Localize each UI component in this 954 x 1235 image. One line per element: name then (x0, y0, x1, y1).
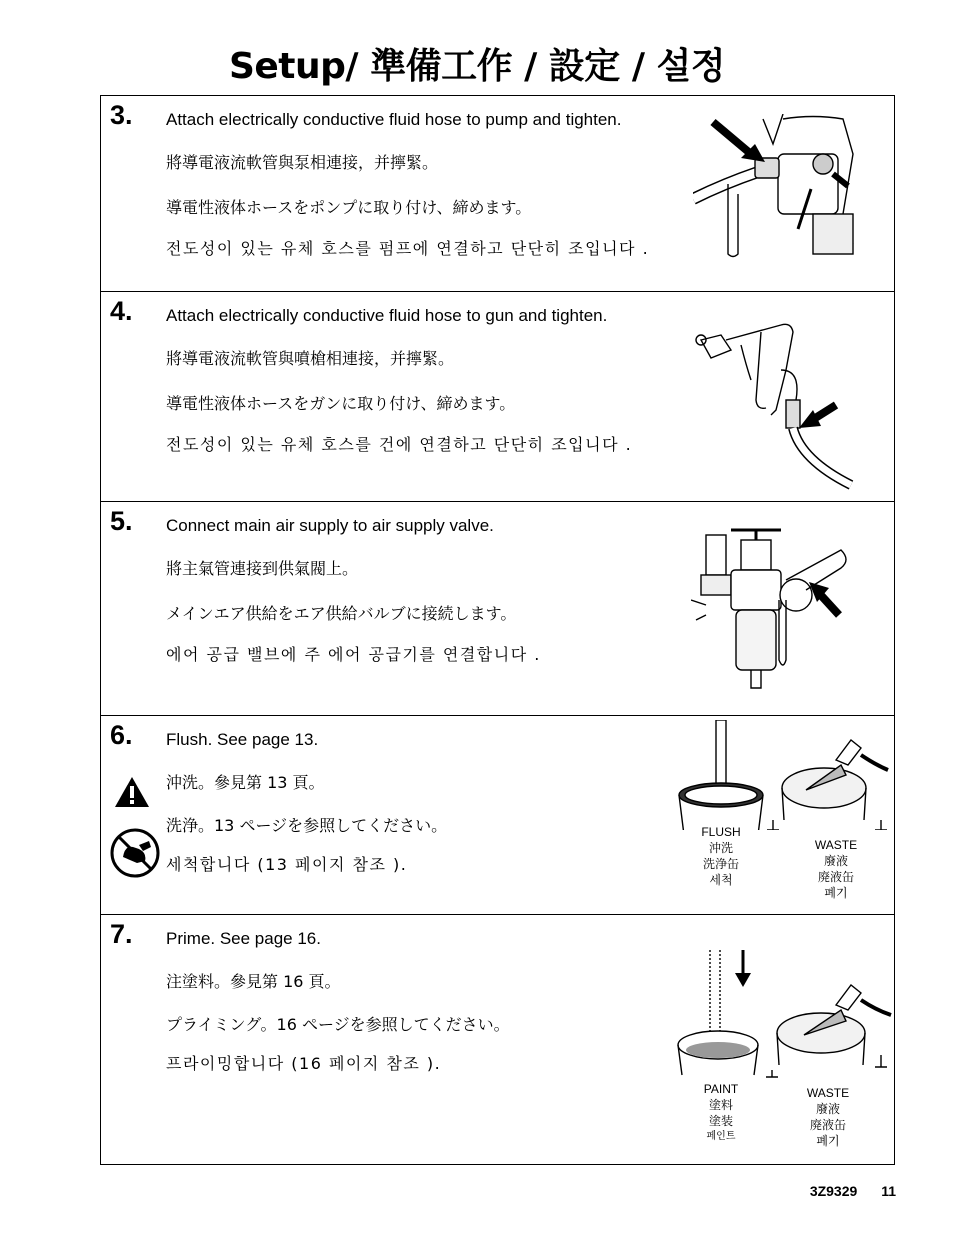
caption-zh: 沖洗 (708, 841, 733, 855)
waste-pail-caption (806, 837, 866, 901)
step-number: 3. (110, 100, 133, 130)
caption-ja: 廃液缶 (817, 870, 854, 884)
caption-ko: 페인트 (706, 1131, 736, 1142)
caption-ko: 세척 (709, 873, 733, 887)
waste-pail-caption (798, 1085, 858, 1149)
step-5-row (100, 501, 895, 716)
pump-hose-illustration (693, 114, 883, 274)
spray-gun-hose-illustration (691, 310, 866, 490)
warning-triangle-icon (114, 776, 150, 808)
paint-pail-caption (691, 1081, 751, 1145)
step-3-row (100, 95, 895, 292)
step-text-ja: メインエア供給をエア供給バルブに接続します。 (166, 604, 517, 623)
step-number: 6. (110, 720, 133, 750)
step-text-zh: 將導電液流軟管與泵相連接，并擰緊。 (166, 153, 439, 172)
caption-label: WASTE (806, 1086, 850, 1100)
caption-ko: 폐기 (816, 1134, 840, 1148)
step-text-en: Attach electrically conductive fluid hose to pump and tighten. (166, 110, 622, 129)
page-footer (790, 1183, 896, 1199)
step-text-zh: 沖洗。參見第 13 頁。 (166, 773, 325, 792)
step-text-ko: 전도성이 있는 유체 호스를 펌프에 연결하고 단단히 조입니다 . (166, 239, 650, 258)
step-text-ja: 導電性液体ホースをガンに取り付け、締めます。 (166, 394, 516, 413)
step-text-ko: 전도성이 있는 유체 호스를 건에 연결하고 단단히 조입니다 . (166, 435, 633, 454)
caption-zh: 廢液 (815, 1102, 840, 1116)
flush-and-waste-pails-illustration (676, 720, 894, 830)
step-text-ja: 導電性液体ホースをポンプに取り付け、締めます。 (166, 198, 532, 217)
caption-ja: 洗浄缶 (702, 857, 739, 871)
step-text-zh: 將主氣管連接到供氣閥上。 (166, 559, 359, 578)
page-number: 11 (881, 1183, 896, 1199)
step-text-ja: 洗浄。13 ページを参照してください。 (166, 816, 448, 835)
step-4-row (100, 291, 895, 502)
caption-ja: 廃液缶 (809, 1118, 846, 1132)
caption-label: FLUSH (701, 825, 741, 839)
step-number: 7. (110, 919, 133, 949)
caption-zh: 塗料 (708, 1098, 733, 1112)
step-number: 4. (110, 296, 133, 326)
flush-pail-caption (691, 824, 751, 888)
paint-and-waste-pails-illustration (676, 945, 894, 1080)
step-text-ko: 세척합니다 (13 페이지 참조 ). (166, 855, 408, 874)
step-text-zh: 注塗料。參見第 16 頁。 (166, 972, 341, 991)
caption-ko: 폐기 (824, 886, 848, 900)
step-text-ko: 프라이밍합니다 (16 페이지 참조 ). (166, 1054, 442, 1073)
caption-label: PAINT (703, 1082, 739, 1096)
page-title: Setup/ 準備工作 / 設定 / 설정 (228, 46, 726, 87)
step-number: 5. (110, 506, 133, 536)
caption-ja: 塗装 (708, 1114, 733, 1128)
step-text-en: Connect main air supply to air supply valve. (166, 516, 494, 535)
step-text-en: Attach electrically conductive fluid hose to gun and tighten. (166, 306, 608, 325)
step-text-ja: プライミング。16 ページを参照してください。 (166, 1015, 510, 1034)
step-6-row (100, 715, 895, 915)
document-number: 3Z9329 (809, 1183, 858, 1199)
step-text-ko: 에어 공급 밸브에 주 에어 공급기를 연결합니다 . (166, 645, 541, 664)
caption-zh: 廢液 (823, 854, 848, 868)
no-hands-in-spray-icon (109, 827, 161, 879)
step-text-zh: 將導電液流軟管與噴槍相連接，并擰緊。 (166, 349, 455, 368)
step-text-en: Prime. See page 16. (166, 929, 321, 948)
air-supply-valve-illustration (691, 520, 861, 700)
caption-label: WASTE (814, 838, 858, 852)
step-7-row (100, 914, 895, 1165)
step-text-en: Flush. See page 13. (166, 730, 319, 749)
